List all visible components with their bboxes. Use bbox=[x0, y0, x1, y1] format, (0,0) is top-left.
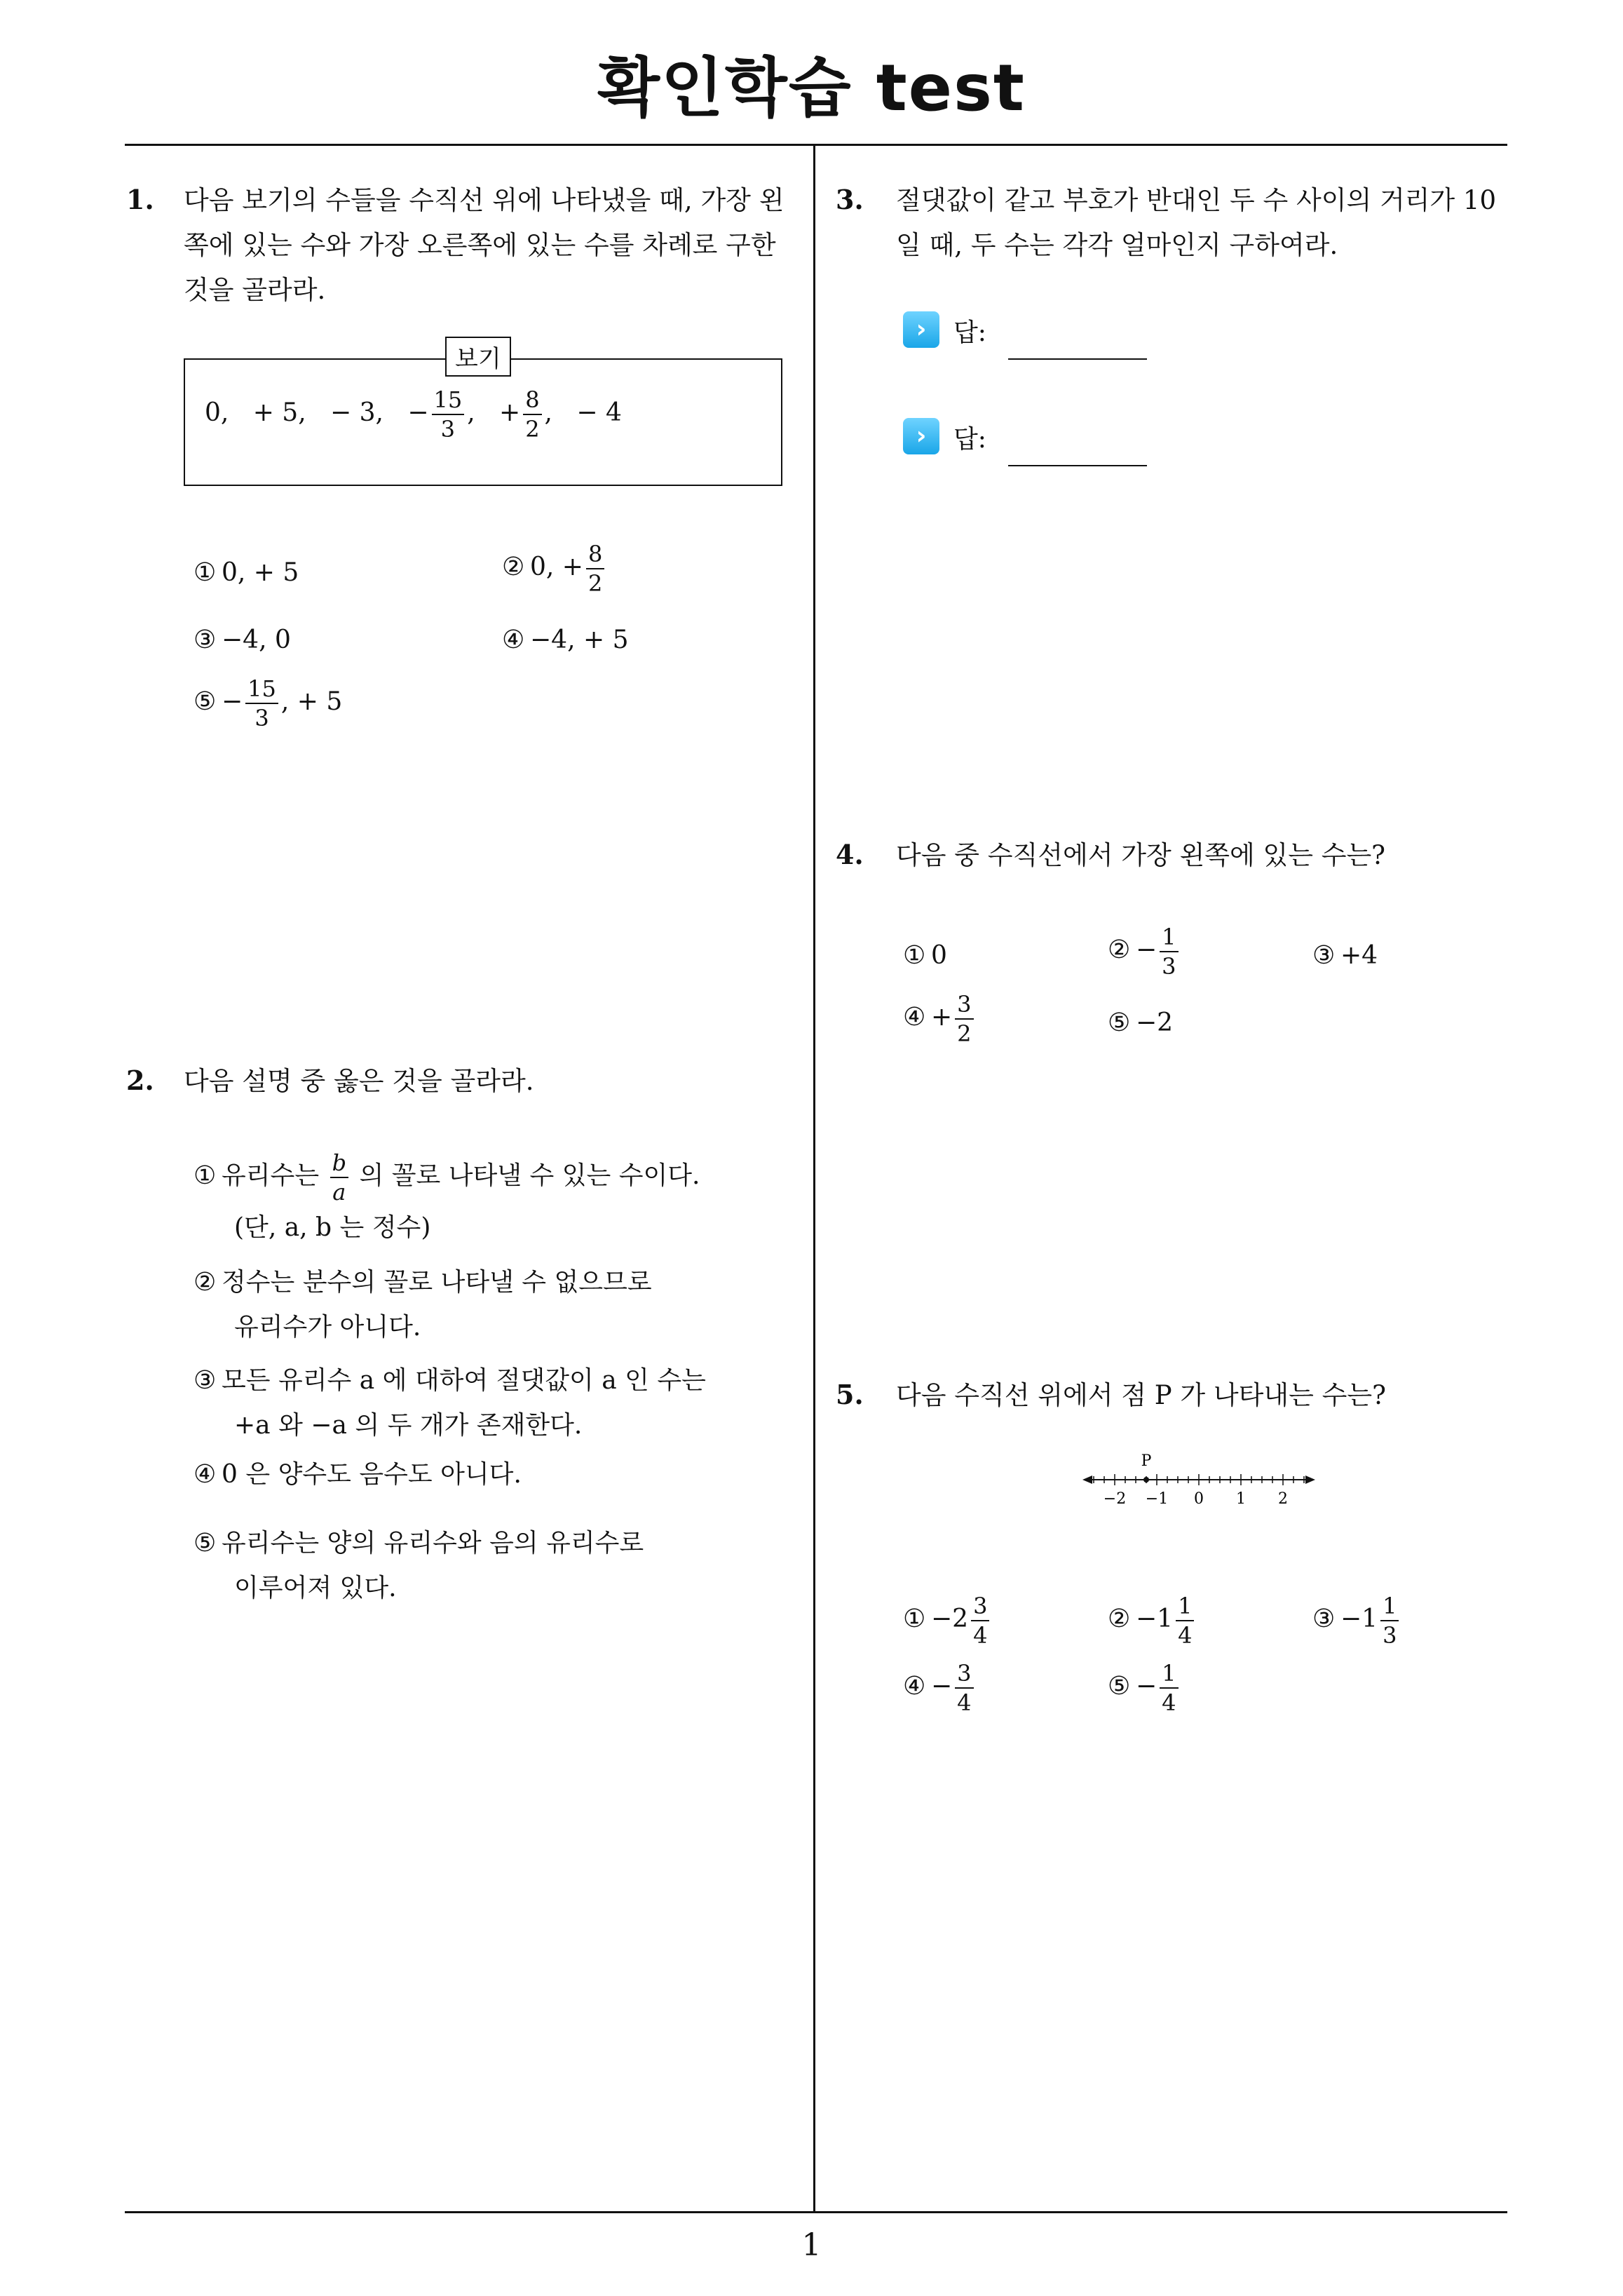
q5-number: 5. bbox=[836, 1379, 864, 1410]
choice-text: −4, + 5 bbox=[530, 626, 629, 654]
frac-den: 2 bbox=[525, 416, 540, 443]
q2-choice-1[interactable] bbox=[193, 1149, 700, 1206]
arrow-right-icon bbox=[1305, 1475, 1315, 1484]
chevron-right-icon: › bbox=[903, 311, 939, 348]
frac-num: 8 bbox=[586, 540, 604, 569]
choice-frac bbox=[245, 675, 278, 732]
choice-mark: ① bbox=[193, 558, 217, 587]
frac-num: 15 bbox=[432, 386, 465, 415]
q1-val-d: − bbox=[407, 398, 429, 427]
q1-text-line3: 것을 골라라. bbox=[184, 275, 326, 305]
q1-text-line1: 다음 보기의 수들을 수직선 위에 나타냈을 때, 가장 왼 bbox=[184, 185, 785, 215]
choice-mark: ② bbox=[193, 1268, 217, 1297]
q1-example-values bbox=[205, 386, 622, 443]
choice-frac bbox=[1160, 1659, 1178, 1717]
choice-mark: ④ bbox=[502, 626, 525, 654]
q2-choice-3[interactable] bbox=[193, 1360, 706, 1396]
q2-choice-2[interactable] bbox=[193, 1262, 652, 1298]
q3-number: 3. bbox=[836, 184, 864, 215]
frac-den: 4 bbox=[1178, 1622, 1193, 1649]
choice-frac bbox=[586, 540, 604, 597]
choice-mark: ⑤ bbox=[1108, 1008, 1131, 1037]
q3-answer-label-2: 답: bbox=[953, 425, 986, 454]
number-line-labels bbox=[1103, 1490, 1288, 1508]
choice-text: 유리수는 bbox=[222, 1161, 320, 1190]
q4-number: 4. bbox=[836, 839, 864, 870]
q1-val-e: , bbox=[467, 398, 475, 427]
column-divider bbox=[813, 144, 815, 2213]
choice-mark: ④ bbox=[903, 1672, 926, 1701]
choice-text: − bbox=[1136, 936, 1157, 964]
choice-mark: ⑤ bbox=[193, 1529, 217, 1558]
q3-answer-field-1[interactable] bbox=[1008, 358, 1147, 360]
q2-choice-5-line2: 이루어져 있다. bbox=[234, 1574, 397, 1602]
choice-mark: ③ bbox=[1312, 941, 1336, 970]
frac-den: 2 bbox=[957, 1020, 972, 1047]
choice-mark: ② bbox=[1108, 1605, 1131, 1633]
point-p-marker bbox=[1143, 1477, 1149, 1483]
q1-val-f: + bbox=[499, 398, 521, 427]
q3-answer-label-1: 답: bbox=[953, 318, 986, 347]
frac-num: b bbox=[330, 1149, 348, 1178]
q5-choice-2[interactable] bbox=[1108, 1592, 1197, 1649]
q1-number: 1. bbox=[126, 184, 154, 215]
q1-choice-4[interactable] bbox=[502, 626, 628, 654]
q2-text: 다음 설명 중 옳은 것을 골라라. bbox=[184, 1066, 534, 1096]
arrow-left-icon bbox=[1082, 1475, 1092, 1484]
q1-choice-2[interactable] bbox=[502, 540, 607, 597]
choice-frac bbox=[955, 990, 973, 1048]
q3-answer-field-2[interactable] bbox=[1008, 465, 1147, 466]
q5-choice-5[interactable] bbox=[1108, 1659, 1181, 1717]
choice-text: − bbox=[931, 1672, 953, 1701]
q3-text-line1: 절댓값이 같고 부호가 반대인 두 수 사이의 거리가 10 bbox=[896, 185, 1497, 215]
q2-choice-3-line2: +a 와 −a 의 두 개가 존재한다. bbox=[234, 1411, 583, 1440]
frac-num: 1 bbox=[1380, 1592, 1399, 1621]
choice-text: +4 bbox=[1340, 941, 1378, 970]
q1-val-a: 0, bbox=[205, 398, 229, 427]
frac-den: 3 bbox=[1162, 953, 1176, 980]
q3-text bbox=[896, 178, 1513, 268]
choice-text: 0 은 양수도 음수도 아니다. bbox=[222, 1460, 522, 1489]
choice-frac bbox=[955, 1659, 973, 1717]
frac-den: 3 bbox=[1383, 1622, 1397, 1649]
frac-den: a bbox=[332, 1179, 346, 1206]
choice-mark: ② bbox=[1108, 936, 1131, 964]
choice-mark: ③ bbox=[1312, 1605, 1336, 1633]
choice-frac bbox=[1380, 1592, 1399, 1649]
choice-mark: ⑤ bbox=[1108, 1672, 1131, 1701]
choice-text: + bbox=[931, 1003, 953, 1032]
number-line-tick-label: −2 bbox=[1103, 1490, 1127, 1508]
frac-den: 4 bbox=[957, 1689, 972, 1716]
choice-text-post: , + 5 bbox=[280, 687, 343, 716]
q2-choice-4[interactable] bbox=[193, 1454, 522, 1490]
choice-text: 0 bbox=[931, 941, 947, 970]
number-line-tick-label: 1 bbox=[1236, 1490, 1246, 1508]
q2-choice-5[interactable] bbox=[193, 1523, 644, 1559]
frac-den: 3 bbox=[254, 705, 269, 731]
q5-choice-1[interactable] bbox=[903, 1592, 992, 1649]
point-p-label: P bbox=[1141, 1452, 1152, 1470]
q4-choice-1[interactable] bbox=[903, 941, 947, 970]
page-title: 확인학습 test bbox=[597, 50, 1026, 126]
choice-text: −1 bbox=[1340, 1605, 1378, 1633]
q1-text bbox=[184, 178, 801, 313]
q1-val-frac1 bbox=[432, 386, 465, 443]
choice-text: − bbox=[222, 687, 243, 716]
number-line-tick-label: −1 bbox=[1145, 1490, 1169, 1508]
choice-text: 유리수는 양의 유리수와 음의 유리수로 bbox=[222, 1529, 644, 1558]
q1-choice-1[interactable] bbox=[193, 558, 299, 587]
choice-mark: ④ bbox=[193, 1460, 217, 1489]
frac-num: 3 bbox=[955, 990, 973, 1020]
choice-mark: ⑤ bbox=[193, 687, 217, 716]
q1-text-line2: 쪽에 있는 수와 가장 오른쪽에 있는 수를 차례로 구한 bbox=[184, 230, 776, 260]
choice-text: 정수는 분수의 꼴로 나타낼 수 없으므로 bbox=[222, 1268, 652, 1297]
choice-mark: ④ bbox=[903, 1003, 926, 1032]
frac-num: 8 bbox=[523, 386, 541, 415]
frac-num: 1 bbox=[1160, 1659, 1178, 1689]
footer-rule bbox=[125, 2211, 1507, 2213]
q4-choice-2[interactable] bbox=[1108, 923, 1181, 980]
choice-frac bbox=[1176, 1592, 1194, 1649]
number-line-tick-label: 0 bbox=[1194, 1490, 1204, 1508]
q4-choice-5[interactable] bbox=[1108, 1008, 1173, 1037]
frac-num: 1 bbox=[1160, 923, 1178, 952]
choice-frac bbox=[971, 1592, 989, 1649]
choice-text: − bbox=[1136, 1672, 1157, 1701]
frac-den: 4 bbox=[1162, 1689, 1176, 1716]
q2-number: 2. bbox=[126, 1065, 154, 1096]
header-rule bbox=[125, 144, 1507, 146]
q1-val-b: + 5, bbox=[252, 398, 306, 427]
q2-choice-2-line2: 유리수가 아니다. bbox=[234, 1313, 421, 1342]
q4-text: 다음 중 수직선에서 가장 왼쪽에 있는 수는? bbox=[896, 840, 1386, 870]
frac-den: 4 bbox=[973, 1622, 988, 1649]
choice-text-post: 의 꼴로 나타낼 수 있는 수이다. bbox=[359, 1161, 700, 1190]
frac-num: 3 bbox=[955, 1659, 973, 1689]
q1-val-frac2 bbox=[523, 386, 541, 443]
choice-mark: ③ bbox=[193, 626, 217, 654]
choice-text: −2 bbox=[1136, 1008, 1174, 1037]
q1-val-c: − 3, bbox=[330, 398, 383, 427]
choice-text: 0, + bbox=[530, 553, 583, 581]
choice-text: −4, 0 bbox=[222, 626, 291, 654]
q1-val-g: , bbox=[544, 398, 552, 427]
frac-num: 1 bbox=[1176, 1592, 1194, 1621]
frac-num: 15 bbox=[245, 675, 278, 704]
choice-text: 0, + 5 bbox=[222, 558, 299, 587]
q2-choice-1-line2: (단, a, b 는 정수) bbox=[234, 1213, 431, 1242]
q5-choice-3[interactable] bbox=[1312, 1592, 1401, 1649]
chevron-right-icon: › bbox=[903, 418, 939, 454]
choice-mark: ② bbox=[502, 553, 525, 581]
q5-choice-4[interactable] bbox=[903, 1659, 977, 1717]
choice-text: −2 bbox=[931, 1605, 969, 1633]
choice-frac bbox=[1160, 923, 1178, 980]
q5-number-line bbox=[1080, 1445, 1318, 1508]
page-number: 1 bbox=[801, 2227, 822, 2263]
q1-example-label: 보기 bbox=[445, 337, 511, 377]
frac-den: 3 bbox=[440, 416, 456, 443]
choice-text: 모든 유리수 a 에 대하여 절댓값이 a 인 수는 bbox=[222, 1366, 706, 1395]
number-line-tick-label: 2 bbox=[1278, 1490, 1288, 1508]
q5-text: 다음 수직선 위에서 점 P 가 나타내는 수는? bbox=[896, 1380, 1386, 1410]
frac-num: 3 bbox=[971, 1592, 989, 1621]
q3-text-line2: 일 때, 두 수는 각각 얼마인지 구하여라. bbox=[896, 230, 1338, 260]
choice-mark: ③ bbox=[193, 1366, 217, 1395]
frac-den: 2 bbox=[588, 570, 603, 597]
choice-mark: ① bbox=[903, 1605, 926, 1633]
q1-choice-5[interactable] bbox=[193, 675, 342, 732]
choice-mark: ① bbox=[903, 941, 926, 970]
q1-choice-3[interactable] bbox=[193, 626, 291, 654]
choice-text: −1 bbox=[1136, 1605, 1174, 1633]
q4-choice-4[interactable] bbox=[903, 990, 977, 1048]
choice-frac bbox=[330, 1149, 348, 1206]
q1-val-h: − 4 bbox=[576, 398, 622, 427]
q4-choice-3[interactable] bbox=[1312, 941, 1378, 970]
choice-mark: ① bbox=[193, 1161, 217, 1190]
